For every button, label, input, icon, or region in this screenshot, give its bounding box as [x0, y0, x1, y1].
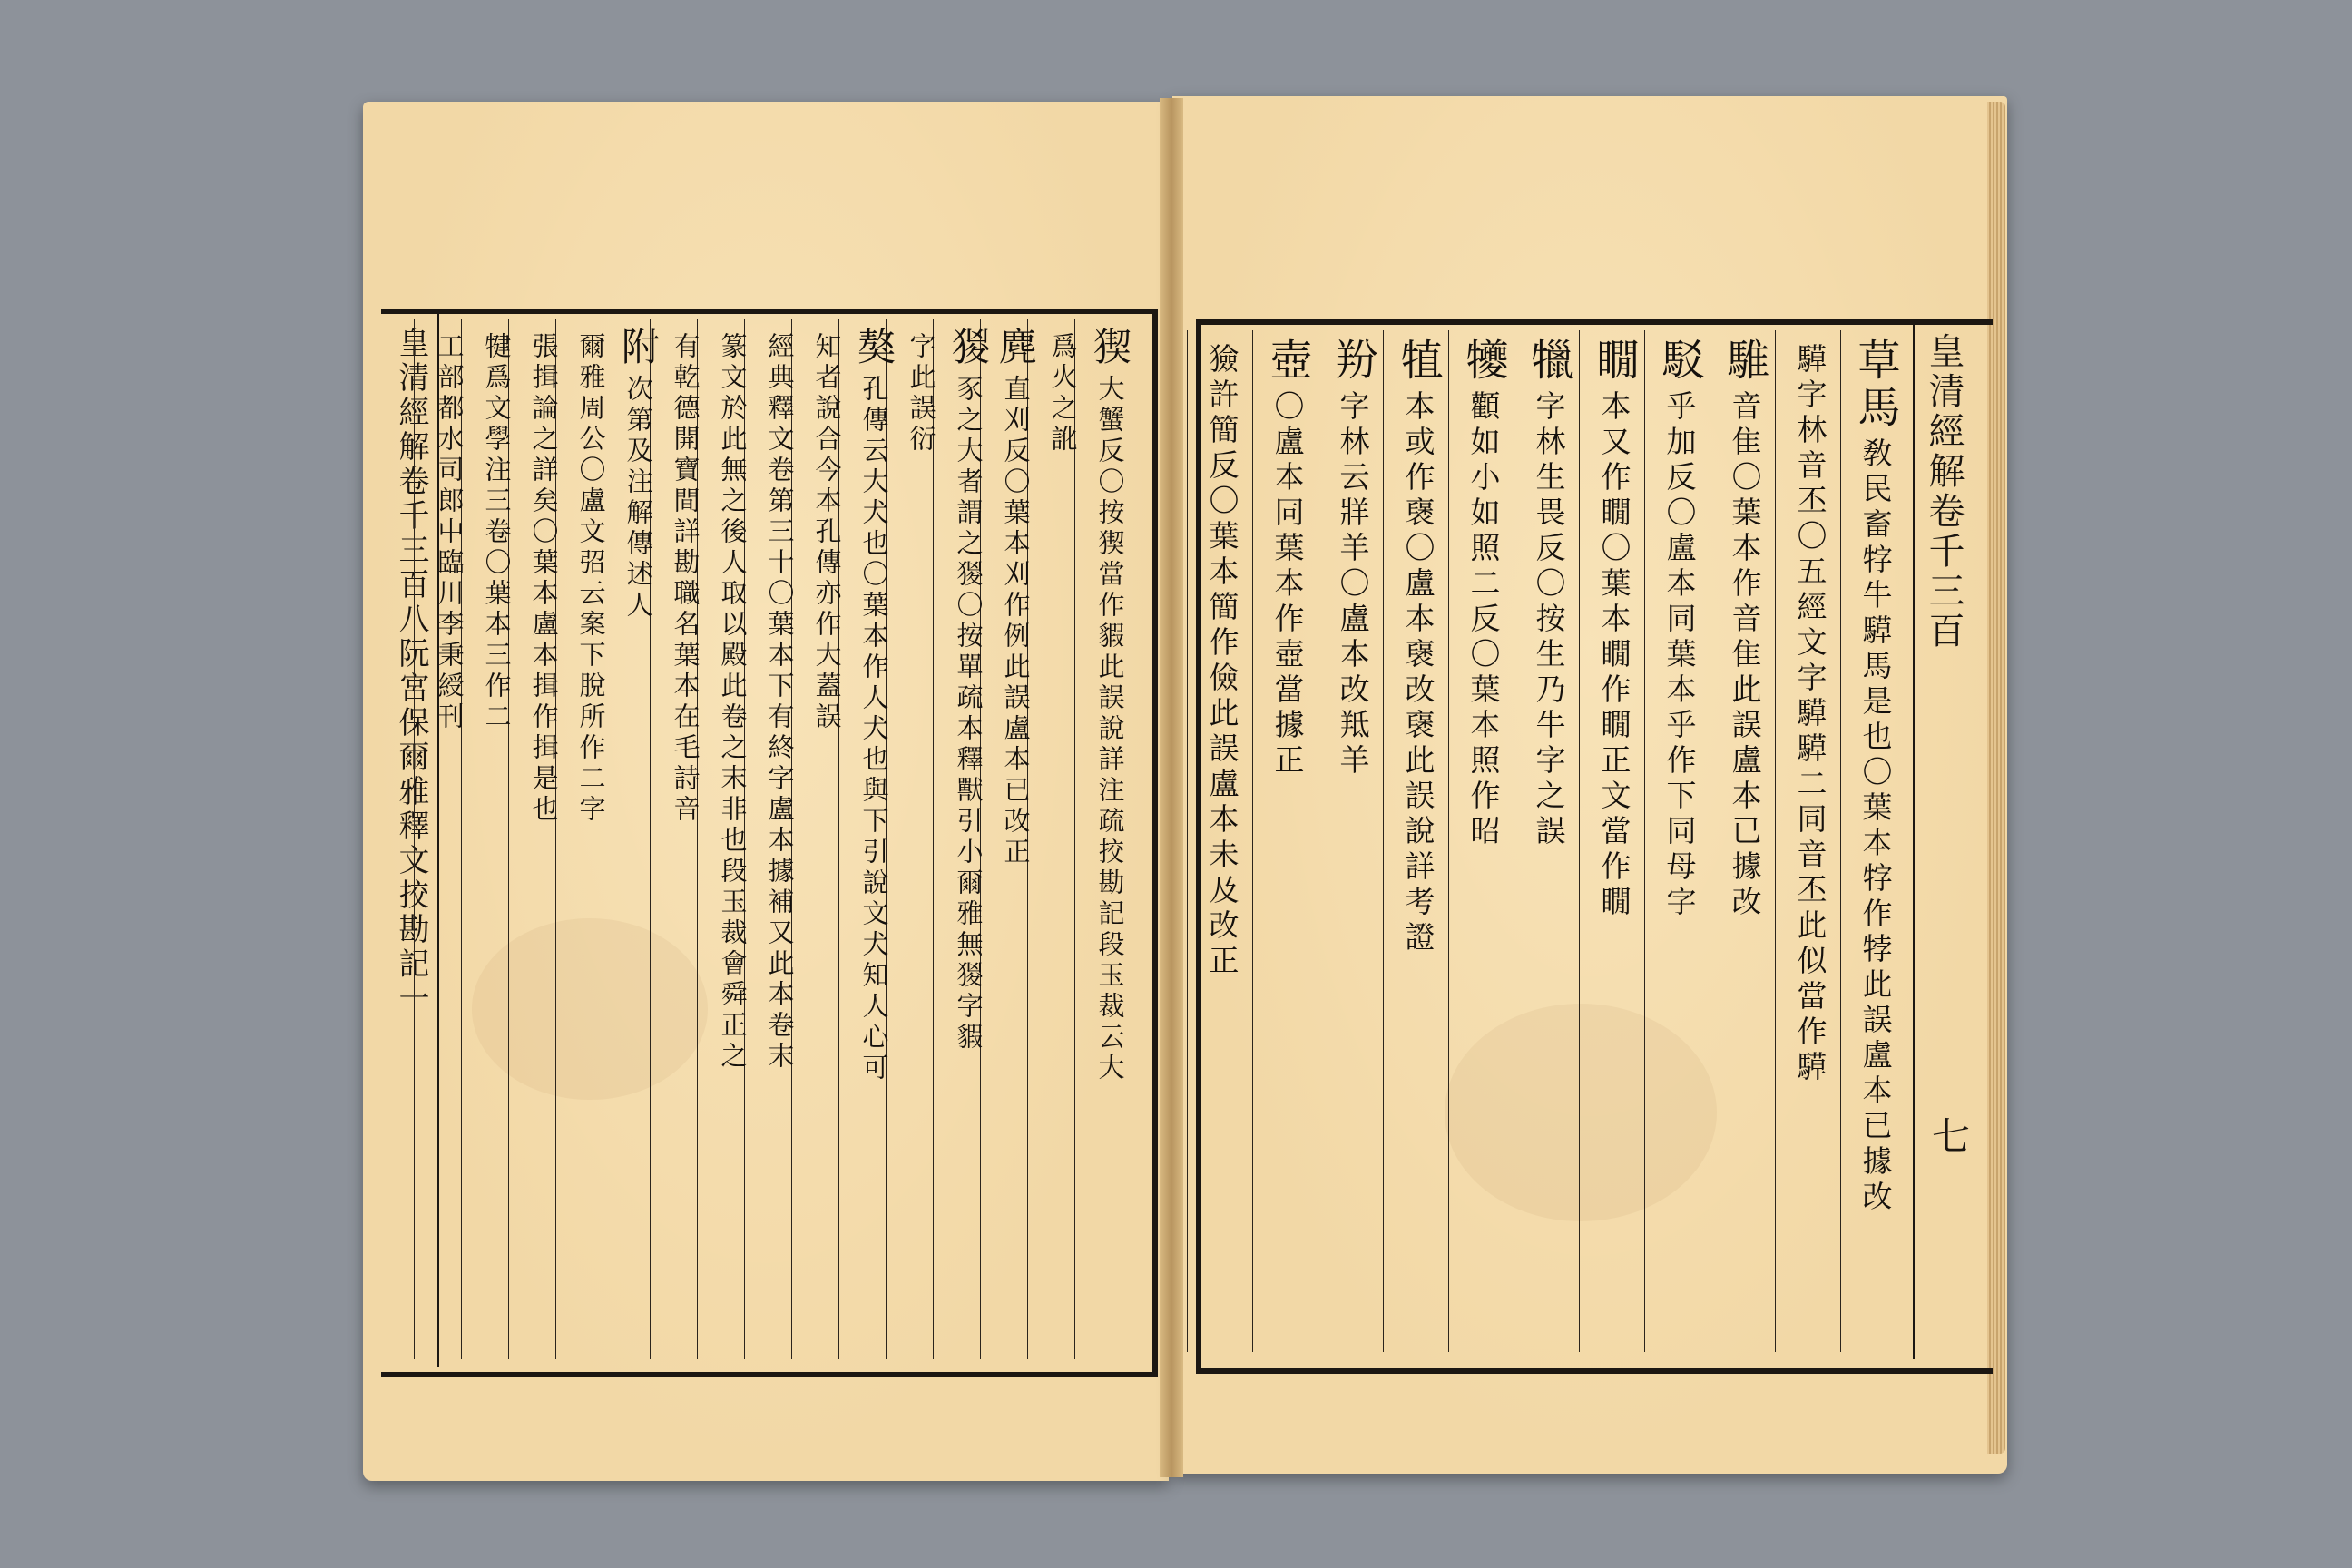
entry-headword: 猰	[1088, 327, 1132, 369]
right-margin-title: 皇清經解卷千三百	[1923, 332, 1965, 652]
entry-text: 本又作瞯〇葉本瞯作瞯正文當作瞯	[1596, 390, 1632, 921]
text-column	[1256, 338, 1319, 1345]
entry-text: 字林云牂羊〇盧本改羝羊	[1335, 390, 1371, 779]
text-column	[1321, 338, 1385, 1345]
entry-text: 次第及注解傳述人	[622, 375, 654, 622]
entry-text: 有乾德開寶間詳勘職名葉本在毛詩音	[670, 332, 701, 826]
entry-text: 敎民畜牸牛騲馬是也〇葉本牸作㹀此誤盧本已據改	[1857, 437, 1894, 1216]
entry-text: 知者說合今本孔傳亦作大蓋誤	[811, 332, 843, 733]
entry-text: 乎加反〇盧本同葉本乎作下同母字	[1661, 390, 1698, 921]
entry-text: 大蟹反〇按猰當作貑此誤說詳注疏挍勘記段玉裁云大	[1094, 375, 1126, 1084]
entry-text: 孔傳云大犬也〇葉本作人犬也與下引說文犬知人心可	[858, 375, 890, 1084]
entry-headword: 犆	[1393, 338, 1444, 385]
entry-text: 本或作襃〇盧本襃改襃此誤說詳考證	[1400, 390, 1436, 956]
entry-headword: 獒	[852, 327, 897, 369]
entry-text: 〇盧本同葉本作壺當據正	[1269, 390, 1306, 779]
entry-text: 直刈反〇葉本刈作例此誤盧本已改正	[1000, 375, 1032, 868]
entry-headword: 駁	[1654, 338, 1705, 385]
entry-headword: 犣	[1524, 338, 1574, 385]
text-column	[1517, 338, 1581, 1345]
left-margin-title: 皇清經解卷千三百八阮宮保爾雅釋文挍勘記一	[393, 327, 429, 1016]
entry-headword: 草馬	[1850, 338, 1901, 432]
column-rule	[414, 319, 415, 1359]
entry-text: 字林生畏反〇按生乃牛字之誤	[1531, 390, 1567, 850]
text-column	[1713, 338, 1777, 1345]
entry-text: 豕之大者謂之猣〇按單疏本釋獸引小爾雅無猣字貑	[953, 375, 985, 1054]
entry-text: 篆文於此無之後人取以殿此卷之末非也段玉裁會舜正之	[717, 332, 749, 1073]
text-column	[1583, 338, 1646, 1345]
entry-text: 爲火之訛	[1047, 332, 1079, 456]
entry-text: 騲字林音丕〇五經文字騲騲二同音丕此似當作騲	[1792, 343, 1828, 1086]
entry-headword: 羒	[1328, 338, 1378, 385]
entry-text: 字此誤衍	[906, 332, 937, 456]
margin-rule	[1913, 325, 1915, 1359]
entry-text: 張揖論之詳矣〇葉本盧本揖作揖是也	[528, 332, 560, 826]
text-column	[417, 327, 481, 1352]
right-page-number: 七	[1926, 1116, 1971, 1158]
text-column	[1779, 338, 1842, 1345]
entry-text: 工部都水司郎中臨川李秉綬刊	[434, 332, 466, 733]
entry-text: 顴如小如照二反〇葉本照作昭	[1465, 390, 1502, 850]
text-column	[1191, 338, 1254, 1345]
entry-headword: 壺	[1262, 338, 1313, 385]
entry-text: 犍爲文學注三卷〇葉本三作二	[481, 332, 513, 733]
column-rule	[1187, 330, 1188, 1352]
text-column	[1648, 338, 1711, 1345]
entry-headword: 猣	[946, 327, 991, 369]
entry-text: 爾雅周公〇盧文弨云案下脫所作二字	[575, 332, 607, 826]
entry-text: 經典釋文卷第三十〇葉本下有終字盧本據補又此本卷末	[764, 332, 796, 1073]
book-spine	[1160, 98, 1183, 1477]
entry-text: 獫許簡反〇葉本簡作儉此誤盧本未及改正	[1204, 343, 1240, 980]
entry-headword: 麂	[994, 327, 1038, 369]
entry-text: 音隹〇葉本作音隹此誤盧本已據改	[1727, 390, 1763, 921]
text-column	[1387, 338, 1450, 1345]
text-column	[1844, 338, 1907, 1345]
entry-headword: 犪	[1458, 338, 1509, 385]
entry-headword: 附	[616, 327, 661, 369]
text-column	[1452, 338, 1515, 1345]
entry-headword: 騅	[1720, 338, 1770, 385]
entry-headword: 瞯	[1589, 338, 1640, 385]
